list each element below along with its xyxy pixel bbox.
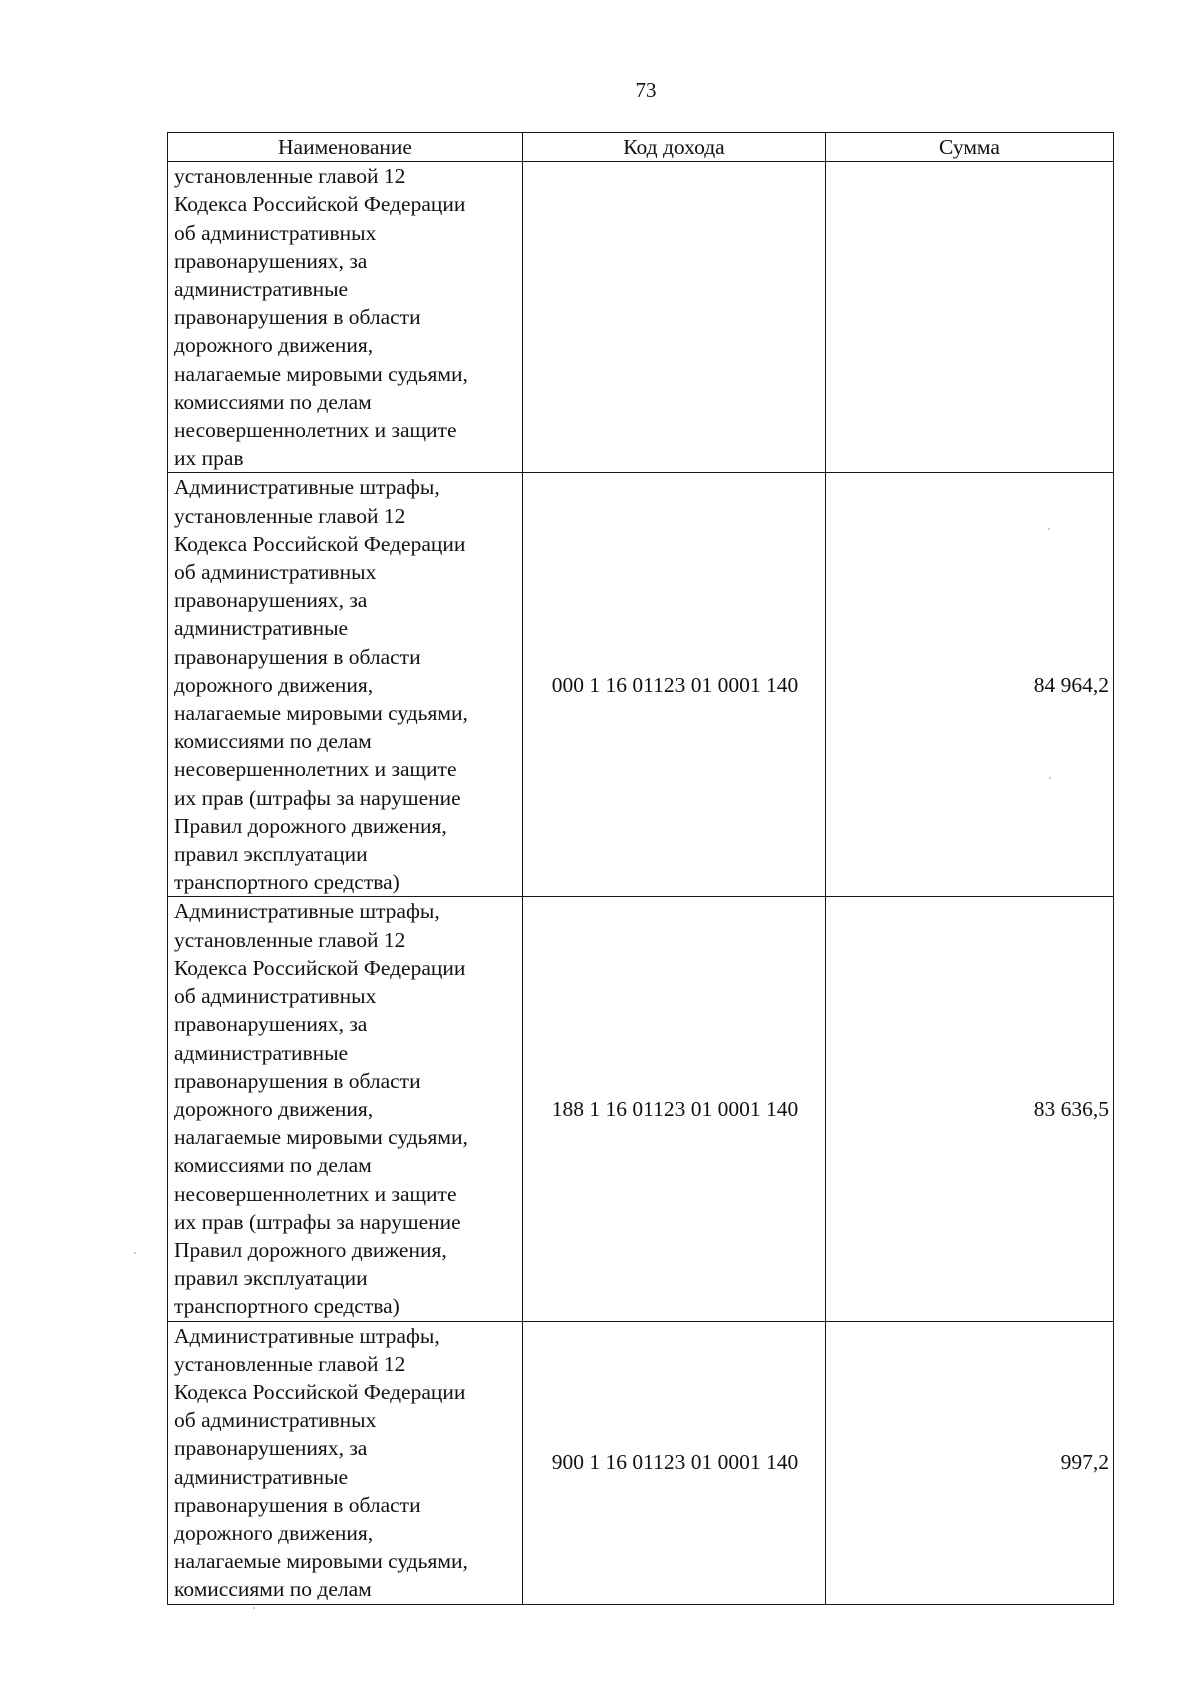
- header-code: Код дохода: [523, 133, 826, 162]
- scan-speck: [134, 1252, 136, 1254]
- row-code-cell: [523, 162, 826, 473]
- table-row: [168, 473, 1114, 897]
- scan-speck: [1049, 777, 1051, 779]
- row-code-cell: 900 1 16 01123 01 0001 140: [523, 1321, 826, 1604]
- table-row: [168, 897, 1114, 1321]
- revenue-table: [167, 132, 1114, 1605]
- header-name: Наименование: [168, 133, 523, 162]
- table-row: [168, 162, 1114, 473]
- row-sum-cell: 997,2: [826, 1321, 1114, 1604]
- page-number: 73: [635, 78, 657, 102]
- row-sum-cell: 83 636,5: [826, 897, 1114, 1321]
- header-sum: Сумма: [826, 133, 1114, 162]
- row-sum-cell: 84 964,2: [826, 473, 1114, 897]
- scan-speck: [253, 1607, 255, 1609]
- row-code-cell: 000 1 16 01123 01 0001 140: [523, 473, 826, 897]
- row-name-cell: Административные штрафы, установленные главой 12 Кодекса Российской Федерации об административных правонарушениях, за административные правонарушения в области дорожного движения, налагаемые мировыми судьями, комиссиями по делам несовершеннолетних и защите их прав (штрафы за нарушение Правил дорожного движения, правил эксплуатации транспортного средства): [168, 897, 523, 1321]
- scan-speck: [1048, 528, 1050, 530]
- row-sum-cell: [826, 162, 1114, 473]
- row-code-cell: 188 1 16 01123 01 0001 140: [523, 897, 826, 1321]
- row-name-cell: Административные штрафы, установленные главой 12 Кодекса Российской Федерации об административных правонарушениях, за административные правонарушения в области дорожного движения, налагаемые мировыми судьями, комиссиями по делам несовершеннолетних и защите их прав (штрафы за нарушение Правил дорожного движения, правил эксплуатации транспортного средства): [168, 473, 523, 897]
- row-name-cell: установленные главой 12 Кодекса Российской Федерации об административных правонарушениях, за административные правонарушения в области дорожного движения, налагаемые мировыми судьями, комиссиями по делам несовершеннолетних и защите их прав: [168, 162, 523, 473]
- table-header-row: [168, 133, 1114, 162]
- table-row: [168, 1321, 1114, 1604]
- row-name-cell: Административные штрафы, установленные главой 12 Кодекса Российской Федерации об административных правонарушениях, за административные правонарушения в области дорожного движения, налагаемые мировыми судьями, комиссиями по делам: [168, 1321, 523, 1604]
